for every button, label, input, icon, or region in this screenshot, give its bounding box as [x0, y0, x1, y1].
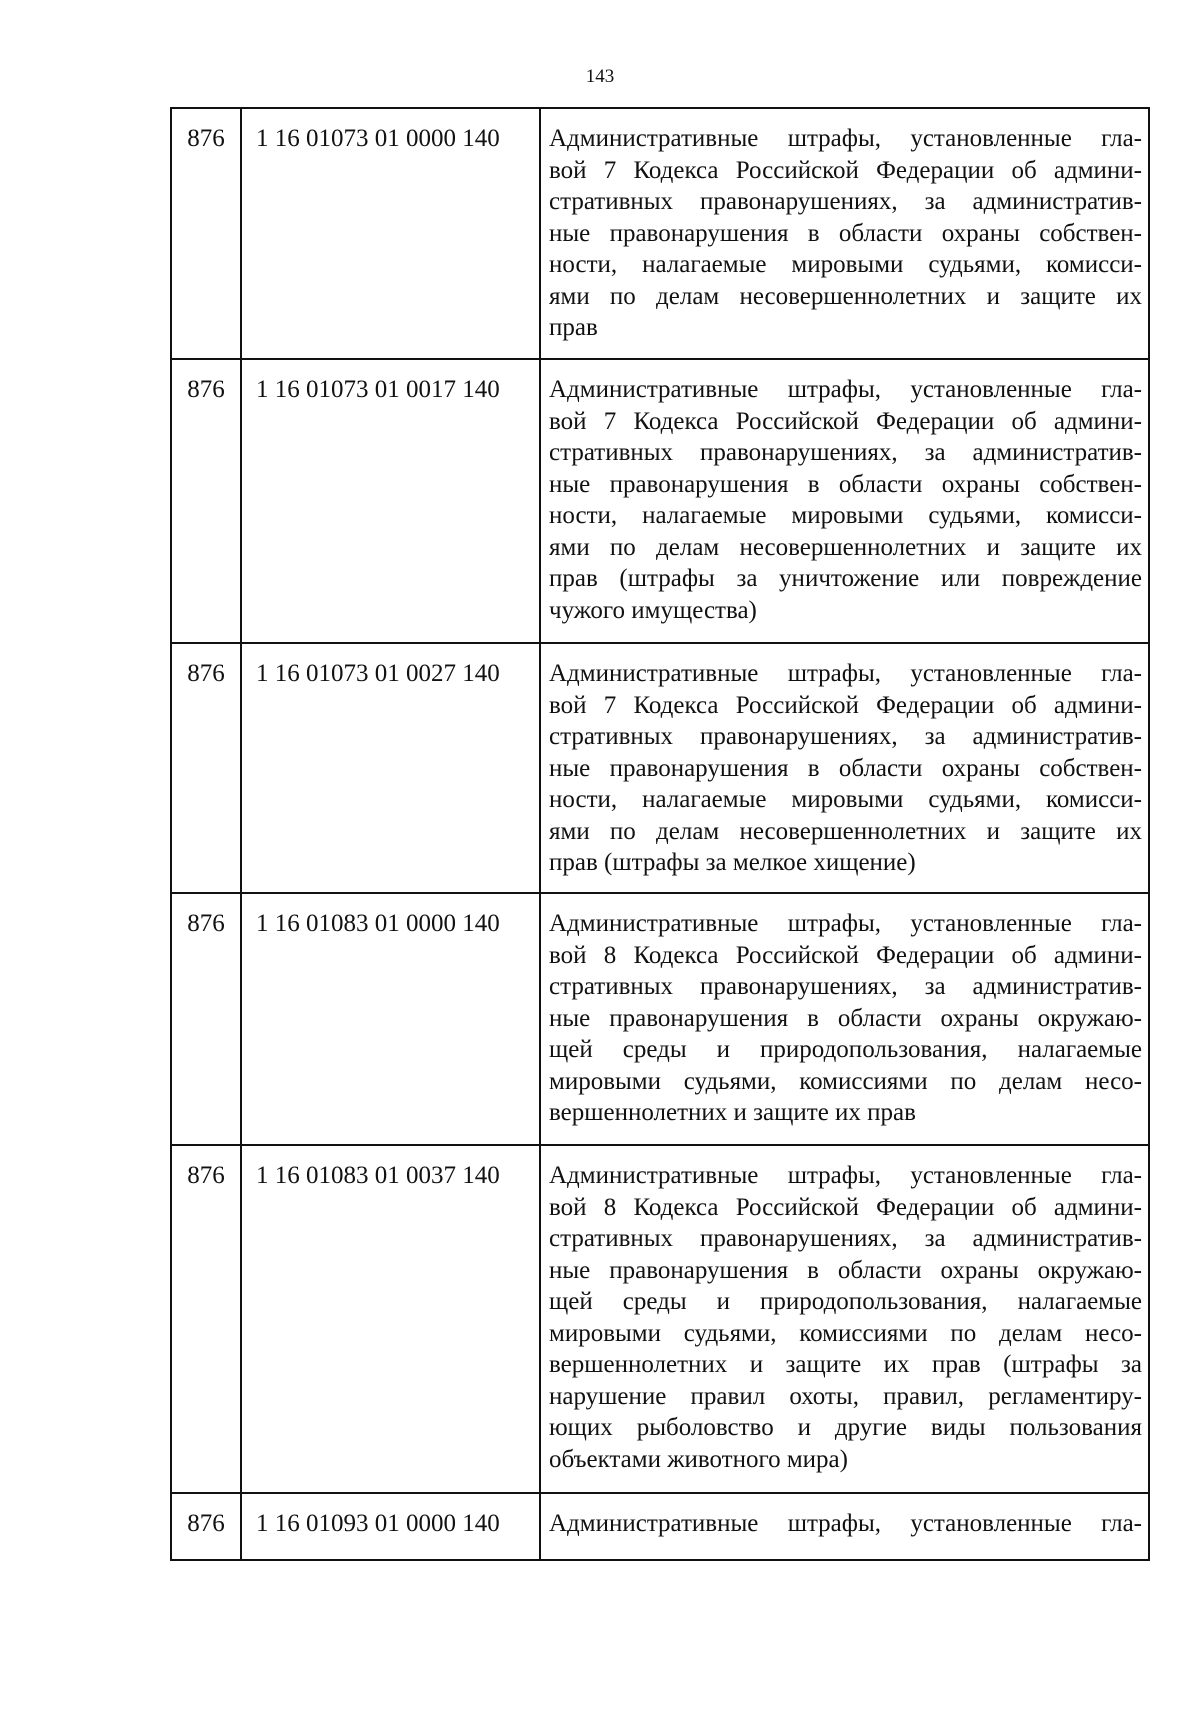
description-line: Административные штрафы, установленные гла-	[549, 376, 1142, 403]
description-line: Административные штрафы, установленные гла-	[549, 125, 1142, 152]
description-cell	[543, 658, 1146, 879]
description-line: вершеннолетних и защите их прав	[549, 1099, 916, 1126]
admin-code-cell: 876	[187, 910, 225, 937]
table-row	[172, 894, 1148, 1146]
description-line: вой 7 Кодекса Российской Федерации об админи-	[549, 407, 1142, 435]
description-line: прав	[549, 314, 598, 341]
admin-code-cell: 876	[187, 1162, 225, 1189]
description-line: стративных правонарушениях, за административ-	[549, 1225, 1142, 1252]
description-line: вой 8 Кодекса Российской Федерации об админи-	[549, 1193, 1142, 1221]
description-cell	[543, 1508, 1146, 1540]
description-line: ности, налагаемые мировыми судьями, комисси-	[549, 786, 1142, 813]
description-line: ные правонарушения в области охраны собствен-	[549, 754, 1142, 782]
budget-codes-table	[170, 107, 1150, 1561]
description-line: вой 7 Кодекса Российской Федерации об админи-	[549, 156, 1142, 184]
description-line: стративных правонарушениях, за административ-	[549, 188, 1142, 215]
description-line: ные правонарушения в области охраны собствен-	[549, 219, 1142, 247]
description-line: щей среды и природопользования, налагаемые	[549, 1036, 1142, 1063]
description-cell	[543, 374, 1146, 626]
table-row	[172, 1146, 1148, 1494]
kbk-code-cell: 1 16 01073 01 0027 140	[256, 660, 500, 687]
description-line: ные правонарушения в области охраны окружаю-	[549, 1004, 1142, 1032]
table-row	[172, 1494, 1148, 1559]
kbk-code-cell: 1 16 01073 01 0000 140	[256, 125, 500, 152]
admin-code-cell: 876	[187, 125, 225, 152]
description-line: стративных правонарушениях, за административ-	[549, 723, 1142, 750]
description-line: чужого имущества)	[549, 596, 757, 624]
admin-code-cell: 876	[187, 660, 225, 687]
description-line: ями по делам несовершеннолетних и защите их	[549, 817, 1142, 845]
description-line: Административные штрафы, установленные гла-	[549, 660, 1142, 687]
description-line: ями по делам несовершеннолетних и защите их	[549, 533, 1142, 561]
description-cell	[543, 123, 1146, 344]
kbk-code-cell: 1 16 01093 01 0000 140	[256, 1510, 500, 1537]
kbk-code-cell: 1 16 01083 01 0000 140	[256, 910, 500, 937]
description-cell	[543, 1160, 1146, 1475]
kbk-code-cell: 1 16 01083 01 0037 140	[256, 1162, 500, 1189]
description-line: прав (штрафы за уничтожение или повреждение	[549, 565, 1142, 592]
description-line: ные правонарушения в области охраны собствен-	[549, 470, 1142, 498]
description-line: ности, налагаемые мировыми судьями, комисси-	[549, 251, 1142, 278]
description-line: ные правонарушения в области охраны окружаю-	[549, 1256, 1142, 1284]
description-line: вершеннолетних и защите их прав (штрафы за	[549, 1351, 1142, 1378]
description-line: ности, налагаемые мировыми судьями, комисси-	[549, 502, 1142, 529]
description-line: ями по делам несовершеннолетних и защите их	[549, 282, 1142, 310]
description-line: Административные штрафы, установленные гла-	[549, 1162, 1142, 1189]
description-line: вой 7 Кодекса Российской Федерации об админи-	[549, 691, 1142, 719]
description-line: щей среды и природопользования, налагаемые	[549, 1288, 1142, 1315]
description-line: вой 8 Кодекса Российской Федерации об админи-	[549, 941, 1142, 969]
description-line: Административные штрафы, установленные гла-	[549, 1510, 1142, 1537]
description-line: ющих рыболовство и другие виды пользования	[549, 1414, 1142, 1441]
table-row	[172, 109, 1148, 360]
description-line: объектами животного мира)	[549, 1445, 848, 1473]
description-line: стративных правонарушениях, за административ-	[549, 973, 1142, 1000]
description-line: нарушение правил охоты, правил, регламентиру-	[549, 1382, 1142, 1410]
table-row	[172, 644, 1148, 894]
kbk-code-cell: 1 16 01073 01 0017 140	[256, 376, 500, 403]
description-line: мировыми судьями, комиссиями по делам несо-	[549, 1067, 1142, 1095]
page-number: 143	[585, 66, 615, 87]
description-line: стративных правонарушениях, за административ-	[549, 439, 1142, 466]
description-cell	[543, 908, 1146, 1129]
description-line: мировыми судьями, комиссиями по делам несо-	[549, 1319, 1142, 1347]
description-line: Административные штрафы, установленные гла-	[549, 910, 1142, 937]
admin-code-cell: 876	[187, 376, 225, 403]
admin-code-cell: 876	[187, 1510, 225, 1537]
table-row	[172, 360, 1148, 644]
description-line: прав (штрафы за мелкое хищение)	[549, 849, 916, 876]
